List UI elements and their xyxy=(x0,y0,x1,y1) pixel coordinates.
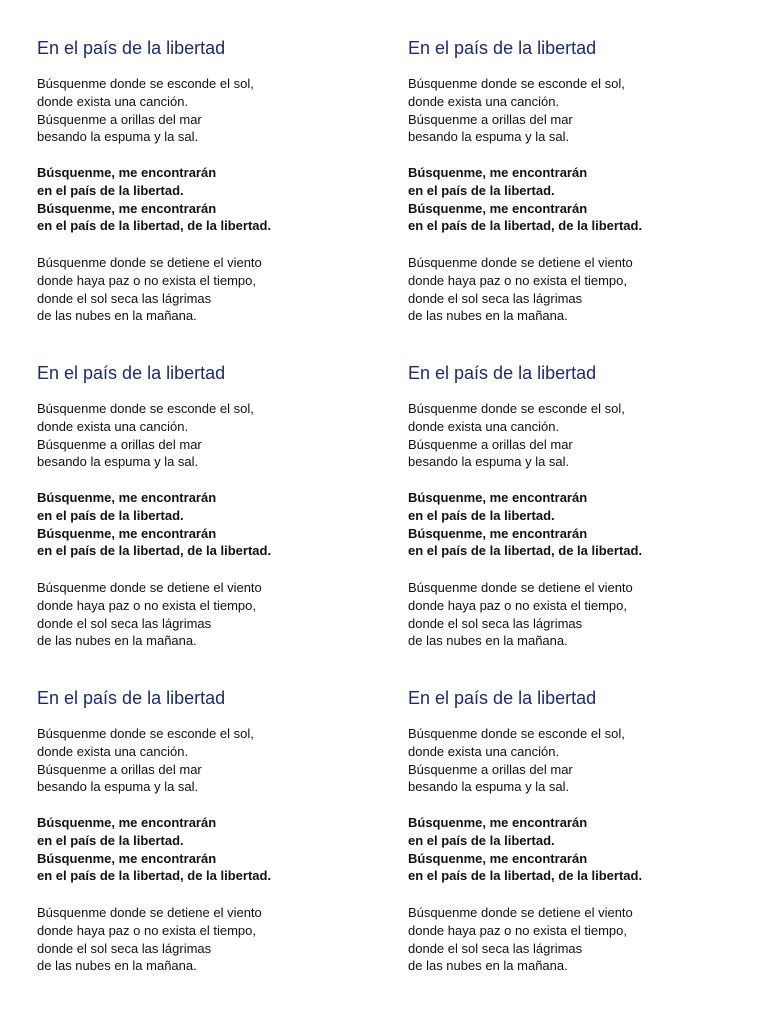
lyric-line: donde el sol seca las lágrimas xyxy=(37,615,212,631)
lyric-line: Búsquenme, me encontrarán xyxy=(37,165,217,180)
lyric-line: besando la espuma y la sal. xyxy=(408,779,570,795)
lyric-line: donde haya paz o no exista el tiempo, xyxy=(408,922,627,938)
lyric-line: Búsquenme, me encontrarán xyxy=(408,850,588,866)
song-title: En el país de la libertad xyxy=(408,363,597,383)
lyric-line: donde exista una canción. xyxy=(37,743,189,759)
lyric-line: Búsquenme, me encontrarán xyxy=(408,525,588,541)
lyric-line: donde haya paz o no exista el tiempo, xyxy=(37,922,256,938)
lyric-line: en el país de la libertad, de la libertad. xyxy=(37,543,272,559)
song-title: En el país de la libertad xyxy=(37,38,226,58)
lyric-line: donde el sol seca las lágrimas xyxy=(408,940,583,956)
chorus-stanza xyxy=(408,164,642,235)
song-title: En el país de la libertad xyxy=(408,38,597,58)
lyric-line: en el país de la libertad, de la libertad. xyxy=(37,868,272,884)
lyric-line: donde exista una canción. xyxy=(37,93,189,109)
lyric-line: Búsquenme, me encontrarán xyxy=(37,815,217,830)
verse-stanza xyxy=(408,579,633,650)
chorus-stanza xyxy=(408,489,642,560)
chorus-stanza xyxy=(37,489,271,560)
lyric-line: Búsquenme donde se esconde el sol, xyxy=(37,401,254,416)
lyric-line: Búsquenme donde se detiene el viento xyxy=(408,580,633,595)
lyric-line: en el país de la libertad, de la libertad. xyxy=(37,218,272,234)
lyric-line: en el país de la libertad. xyxy=(37,507,184,523)
song-title: En el país de la libertad xyxy=(37,688,226,708)
verse-stanza xyxy=(408,400,625,471)
lyric-line: Búsquenme a orillas del mar xyxy=(37,436,202,452)
verse-stanza xyxy=(37,904,262,975)
chorus-stanza xyxy=(408,814,642,885)
lyric-line: Búsquenme, me encontrarán xyxy=(37,200,217,216)
lyric-line: besando la espuma y la sal. xyxy=(408,454,570,470)
verse-stanza xyxy=(37,725,254,796)
lyric-line: en el país de la libertad. xyxy=(408,182,555,198)
lyric-line: Búsquenme donde se esconde el sol, xyxy=(408,401,625,416)
lyric-line: en el país de la libertad, de la libertad. xyxy=(408,868,643,884)
lyric-line: en el país de la libertad, de la libertad. xyxy=(408,218,643,234)
lyric-line: en el país de la libertad. xyxy=(37,182,184,198)
lyric-line: Búsquenme, me encontrarán xyxy=(37,850,217,866)
lyric-line: donde haya paz o no exista el tiempo, xyxy=(408,597,627,613)
verse-stanza xyxy=(408,725,625,796)
lyric-line: Búsquenme donde se esconde el sol, xyxy=(37,76,254,91)
lyric-line: Búsquenme a orillas del mar xyxy=(408,761,573,777)
lyric-line: Búsquenme donde se esconde el sol, xyxy=(408,726,625,741)
lyric-line: de las nubes en la mañana. xyxy=(408,308,568,324)
lyric-line: Búsquenme donde se detiene el viento xyxy=(37,580,262,595)
lyric-line: donde exista una canción. xyxy=(408,418,560,434)
lyric-line: Búsquenme, me encontrarán xyxy=(408,815,588,830)
lyric-line: besando la espuma y la sal. xyxy=(37,779,199,795)
lyric-line: besando la espuma y la sal. xyxy=(37,129,199,145)
lyric-line: Búsquenme, me encontrarán xyxy=(408,490,588,505)
verse-stanza xyxy=(37,254,262,325)
lyric-line: Búsquenme donde se esconde el sol, xyxy=(37,726,254,741)
lyric-line: en el país de la libertad, de la libertad. xyxy=(408,543,643,559)
lyric-line: besando la espuma y la sal. xyxy=(408,129,570,145)
lyric-line: Búsquenme a orillas del mar xyxy=(37,111,202,127)
lyric-line: Búsquenme donde se detiene el viento xyxy=(408,905,633,920)
lyric-line: Búsquenme donde se esconde el sol, xyxy=(408,76,625,91)
lyric-line: donde el sol seca las lágrimas xyxy=(37,290,212,306)
lyric-line: Búsquenme, me encontrarán xyxy=(37,525,217,541)
lyric-line: Búsquenme, me encontrarán xyxy=(408,200,588,216)
lyric-line: de las nubes en la mañana. xyxy=(37,633,197,649)
lyric-line: donde el sol seca las lágrimas xyxy=(408,290,583,306)
lyric-line: de las nubes en la mañana. xyxy=(37,308,197,324)
lyric-line: Búsquenme a orillas del mar xyxy=(37,761,202,777)
chorus-stanza xyxy=(37,814,271,885)
lyric-line: Búsquenme a orillas del mar xyxy=(408,436,573,452)
lyric-line: de las nubes en la mañana. xyxy=(408,633,568,649)
lyric-line: Búsquenme donde se detiene el viento xyxy=(37,255,262,270)
lyric-line: Búsquenme, me encontrarán xyxy=(37,490,217,505)
verse-stanza xyxy=(37,579,262,650)
lyric-line: donde haya paz o no exista el tiempo, xyxy=(408,272,627,288)
lyric-line: donde exista una canción. xyxy=(408,743,560,759)
lyric-line: donde exista una canción. xyxy=(408,93,560,109)
lyric-line: de las nubes en la mañana. xyxy=(37,958,197,974)
lyric-line: donde el sol seca las lágrimas xyxy=(408,615,583,631)
song-title: En el país de la libertad xyxy=(408,688,597,708)
chorus-stanza xyxy=(37,164,271,235)
song-title: En el país de la libertad xyxy=(37,363,226,383)
verse-stanza xyxy=(408,75,625,146)
verse-stanza xyxy=(37,400,254,471)
lyric-line: en el país de la libertad. xyxy=(408,832,555,848)
lyric-line: besando la espuma y la sal. xyxy=(37,454,199,470)
lyric-line: Búsquenme, me encontrarán xyxy=(408,165,588,180)
verse-stanza xyxy=(408,904,633,975)
lyric-line: Búsquenme a orillas del mar xyxy=(408,111,573,127)
lyric-line: de las nubes en la mañana. xyxy=(408,958,568,974)
lyric-line: donde el sol seca las lágrimas xyxy=(37,940,212,956)
verse-stanza xyxy=(37,75,254,146)
lyric-line: Búsquenme donde se detiene el viento xyxy=(408,255,633,270)
lyric-line: Búsquenme donde se detiene el viento xyxy=(37,905,262,920)
verse-stanza xyxy=(408,254,633,325)
lyric-line: en el país de la libertad. xyxy=(408,507,555,523)
lyric-line: donde haya paz o no exista el tiempo, xyxy=(37,597,256,613)
lyric-line: donde haya paz o no exista el tiempo, xyxy=(37,272,256,288)
lyric-line: en el país de la libertad. xyxy=(37,832,184,848)
lyric-line: donde exista una canción. xyxy=(37,418,189,434)
